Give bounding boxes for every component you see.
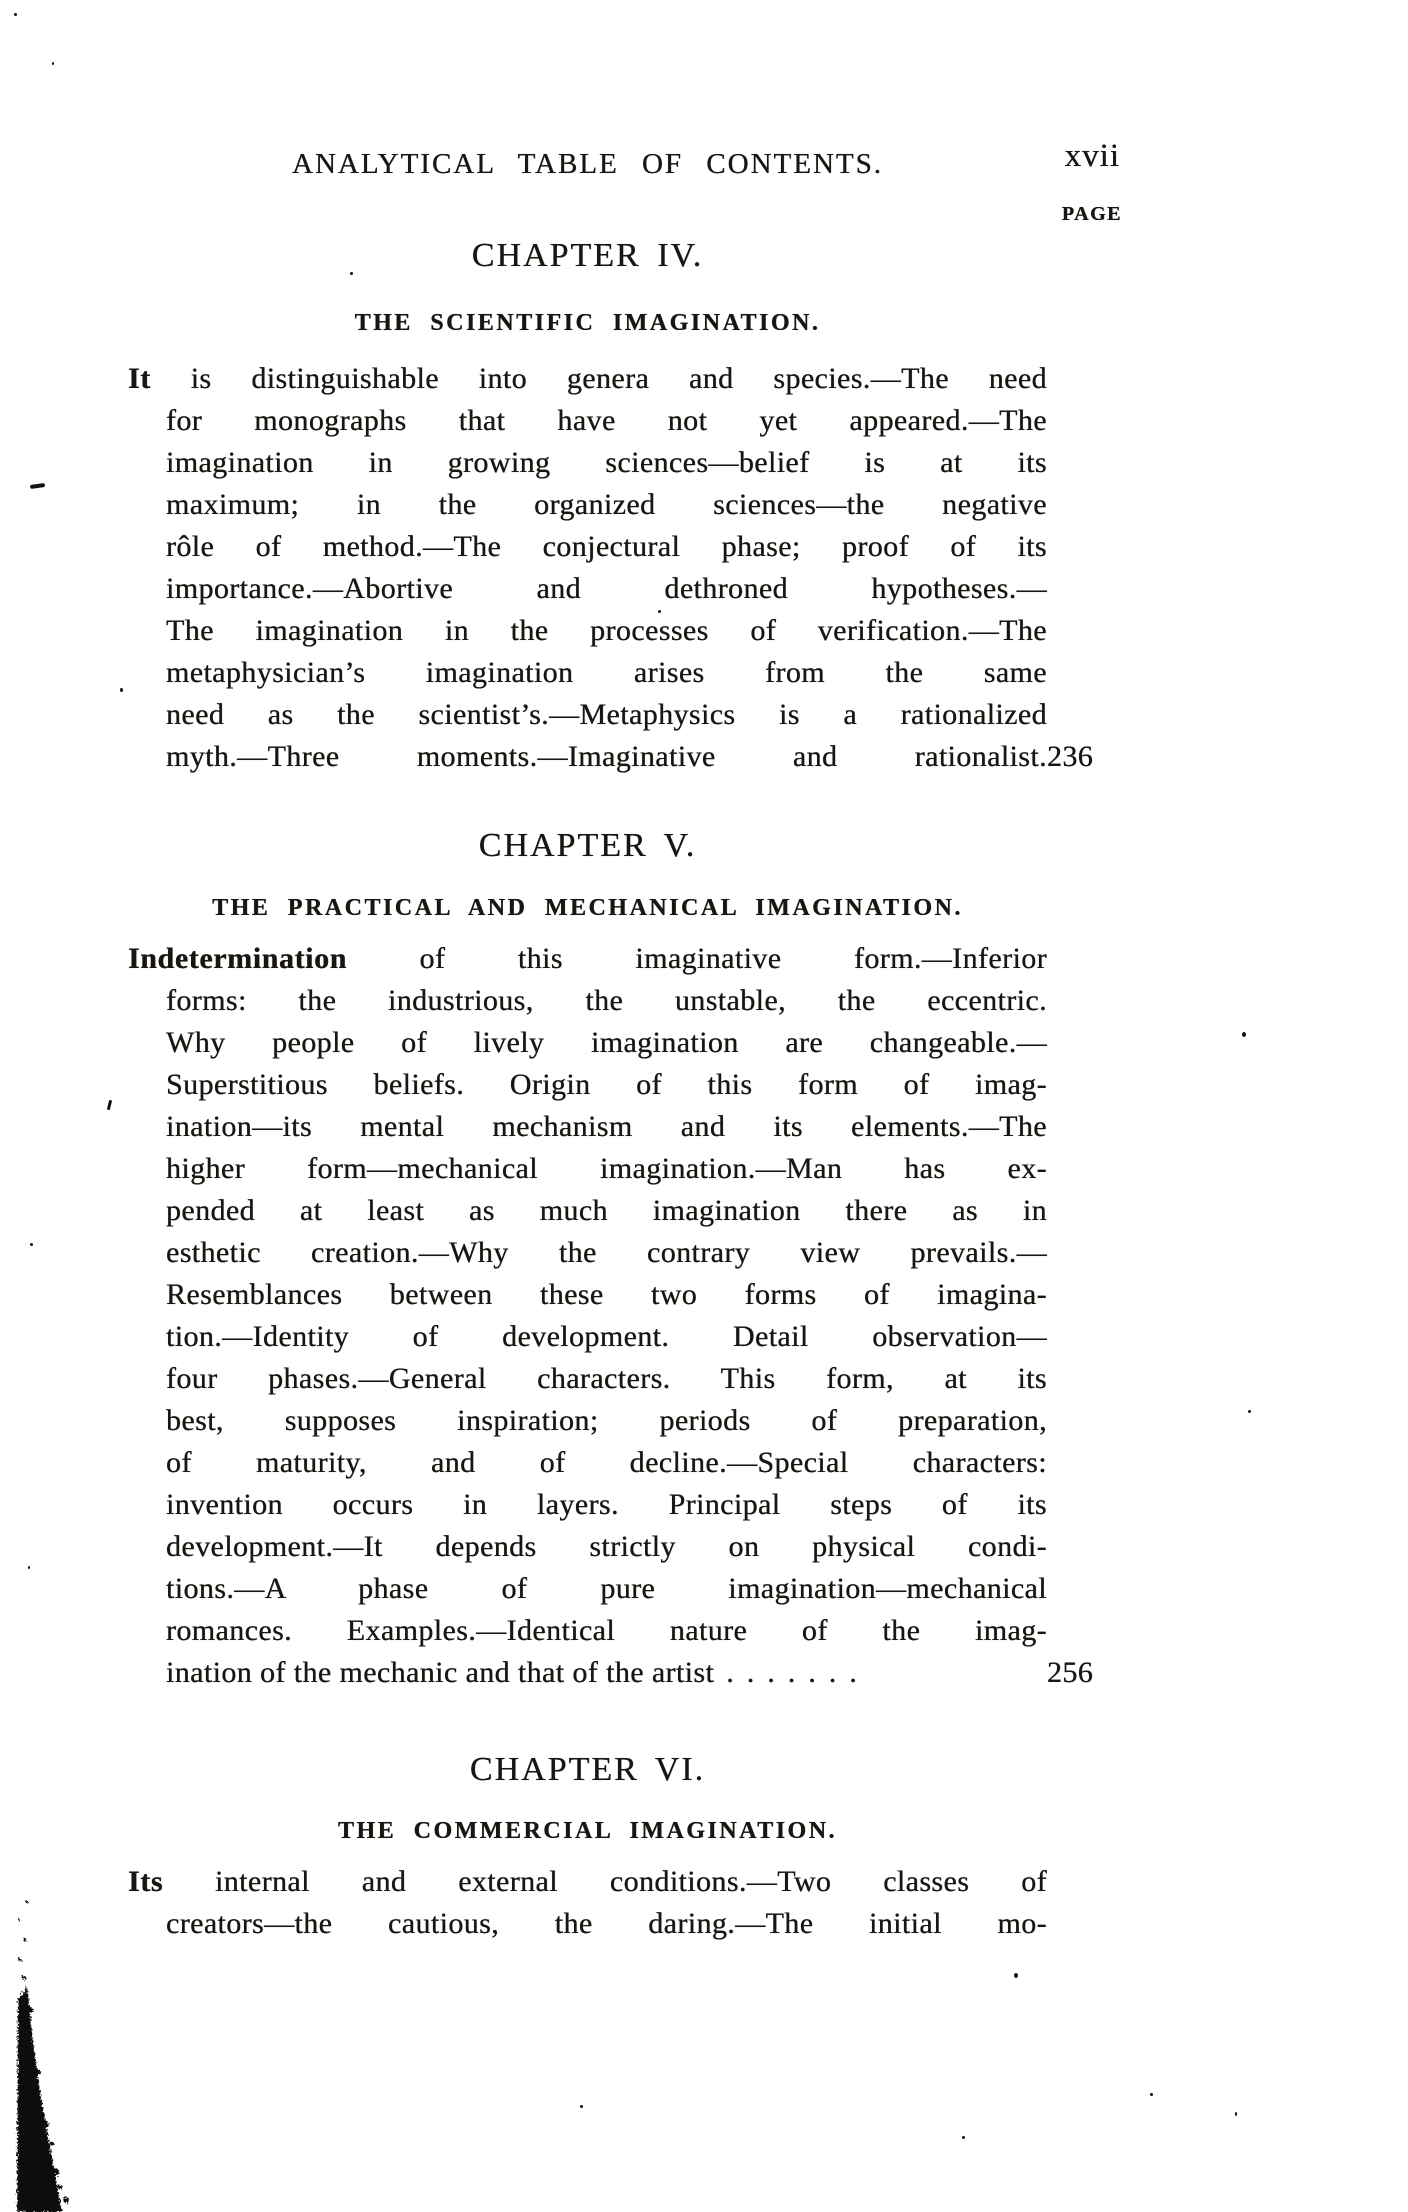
toc-line-text: ination of the mechanic and that of the artist: [166, 1656, 715, 1689]
scan-speckle: [1235, 2112, 1237, 2116]
toc-line: Indetermination of this imaginative form.—Inferior: [128, 942, 1047, 975]
toc-line: importance.—Abortive and dethroned hypotheses.—: [166, 572, 1047, 605]
scan-speckle: [1242, 1032, 1246, 1037]
toc-line: tion.—Identity of development. Detail observation—: [166, 1320, 1047, 1353]
toc-line: romances. Examples.—Identical nature of the imag-: [166, 1614, 1047, 1647]
toc-line: Its internal and external conditions.—Two classes of: [128, 1865, 1047, 1898]
scan-speckle: [30, 1243, 33, 1246]
toc-line: Superstitious beliefs. Origin of this form of imag-: [166, 1068, 1047, 1101]
chapter-subheading: THE SCIENTIFIC IMAGINATION.: [354, 310, 821, 336]
scan-speckle: [962, 2136, 965, 2139]
page-number: 256: [1047, 1656, 1094, 1689]
scan-speckle: [580, 2105, 583, 2108]
toc-line: It is distinguishable into genera and species.—The need: [128, 362, 1047, 395]
page-number: 236: [1047, 740, 1094, 773]
scan-tick-mark: [107, 1100, 112, 1110]
toc-line: Why people of lively imagination are changeable.—: [166, 1026, 1047, 1059]
toc-line: creators—the cautious, the daring.—The initial mo-: [166, 1907, 1047, 1940]
scan-dash-mark: [30, 483, 45, 489]
chapter-heading: CHAPTER IV.: [471, 237, 704, 274]
scan-speckle: [28, 1566, 30, 1569]
chapter-vi-section: [128, 1752, 1120, 1945]
scan-speckle: [658, 610, 661, 613]
chapter-v-section: [128, 828, 1120, 1694]
toc-line: tions.—A phase of pure imagination—mechanical: [166, 1572, 1047, 1605]
scan-speckle: [14, 13, 17, 16]
ink-smudge: [0, 1882, 130, 2212]
toc-line: metaphysician’s imagination arises from the same: [166, 656, 1047, 689]
toc-line: Resemblances between these two forms of imagina-: [166, 1278, 1047, 1311]
folio-page-number: xvii: [1064, 138, 1120, 174]
chapter-subheading: THE COMMERCIAL IMAGINATION.: [337, 1818, 838, 1844]
toc-line: ination—its mental mechanism and its elements.—The: [166, 1110, 1047, 1143]
toc-line: imagination in growing sciences—belief is at its: [166, 446, 1047, 479]
scan-speckle: [350, 272, 353, 275]
toc-line: The imagination in the processes of verification.—The: [166, 614, 1047, 647]
toc-line-with-page: [128, 736, 1120, 778]
toc-line-with-page: [128, 1652, 1120, 1694]
chapter-summary: [128, 1861, 1120, 1945]
toc-line: best, supposes inspiration; periods of preparation,: [166, 1404, 1047, 1437]
chapter-summary: [128, 358, 1120, 778]
scan-speckle: [1248, 1410, 1251, 1413]
scan-speckle: [52, 62, 54, 65]
toc-line: invention occurs in layers. Principal steps of its: [166, 1488, 1047, 1521]
toc-line: maximum; in the organized sciences—the negative: [166, 488, 1047, 521]
toc-line-text: myth.—Three moments.—Imaginative and rationalist.: [166, 740, 1047, 773]
chapter-summary: [128, 938, 1120, 1694]
toc-line: forms: the industrious, the unstable, the eccentric.: [166, 984, 1047, 1017]
toc-line: four phases.—General characters. This form, at its: [166, 1362, 1047, 1395]
chapter-subheading: THE PRACTICAL AND MECHANICAL IMAGINATION.: [212, 895, 963, 921]
toc-line: esthetic creation.—Why the contrary view prevails.—: [166, 1236, 1047, 1269]
scan-speckle: [1014, 1973, 1018, 1978]
scan-speckle: [120, 688, 123, 692]
dot-leaders: .......: [726, 1656, 870, 1689]
toc-line: of maturity, and of decline.—Special characters:: [166, 1446, 1047, 1479]
toc-line: pended at least as much imagination there as in: [166, 1194, 1047, 1227]
chapter-heading: CHAPTER VI.: [469, 1751, 706, 1788]
toc-line: need as the scientist’s.—Metaphysics is a rationalized: [166, 698, 1047, 731]
scan-speckle: [1150, 2093, 1153, 2096]
running-header: ANALYTICAL TABLE OF CONTENTS.: [292, 148, 883, 180]
toc-line: for monographs that have not yet appeared.—The: [166, 404, 1047, 437]
toc-line: higher form—mechanical imagination.—Man has ex-: [166, 1152, 1047, 1185]
toc-line: development.—It depends strictly on physical condi-: [166, 1530, 1047, 1563]
chapter-heading: CHAPTER V.: [478, 827, 697, 864]
chapter-iv-section: [128, 238, 1120, 778]
toc-line: rôle of method.—The conjectural phase; proof of its: [166, 530, 1047, 563]
page-column-label: PAGE: [1061, 203, 1122, 225]
